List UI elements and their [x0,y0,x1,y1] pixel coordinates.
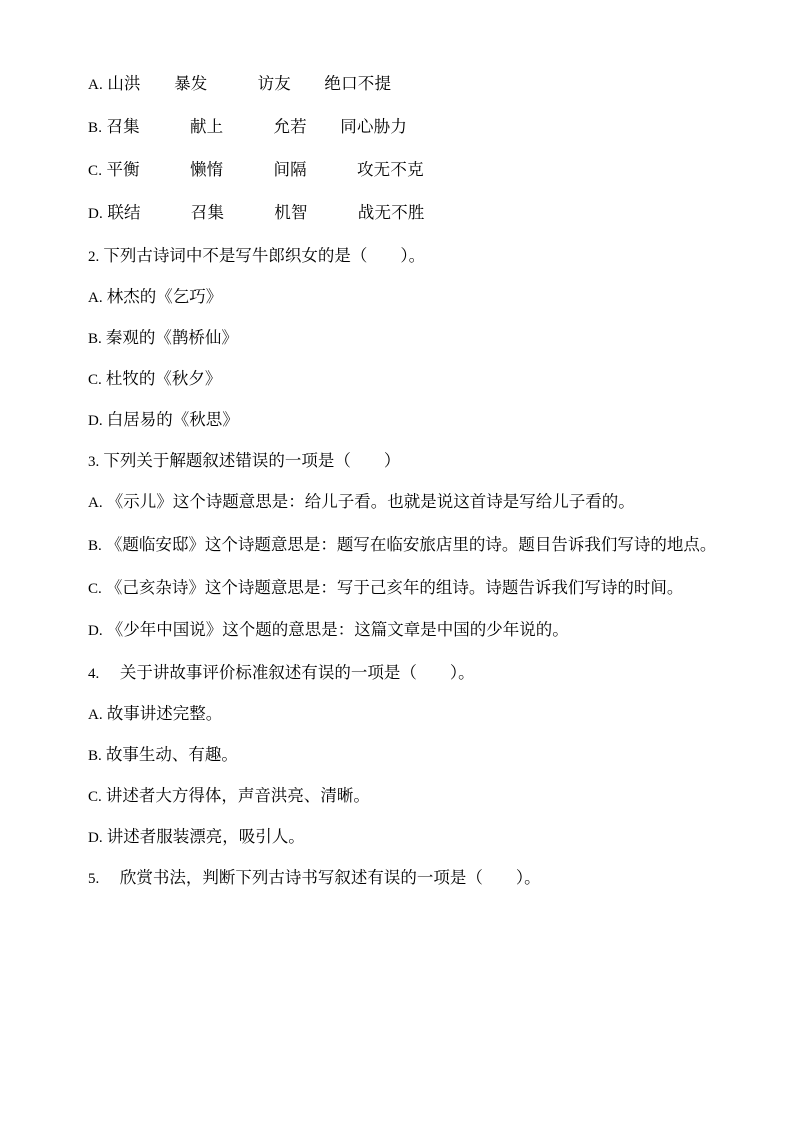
option-label: D. [88,623,103,640]
option-text: 秦观的《鹊桥仙》 [105,328,238,347]
option-text: 杜牧的《秋夕》 [105,369,222,388]
option-label: C. [88,580,102,597]
choice-text: 山洪 暴发 访友 绝口不提 [107,74,392,93]
choice-label: A. [88,77,103,93]
list-item [88,616,721,644]
option-text: 《示儿》这个诗题意思是：给儿子看。也就是说这首诗是写给儿子看的。 [106,492,635,511]
option-label: D. [88,413,103,429]
option-label: A. [88,495,103,511]
choice-text: 召集 献上 允若 同心胁力 [106,117,408,136]
list-item [88,782,721,806]
question-stem [88,864,721,888]
question-number: 5. [88,871,100,887]
question-text: 下列关于解题叙述错误的一项是（ ） [103,451,401,470]
question-stem [88,447,721,471]
option-text: 讲述者大方得体，声音洪亮、清晰。 [105,786,370,805]
question-text: 关于讲故事评价标准叙述有误的一项是（ ）。 [103,663,475,682]
question-text: 欣赏书法，判断下列古诗书写叙述有误的一项是（ ）。 [103,868,541,887]
list-item [88,574,721,602]
question-number: 4. [88,666,100,682]
list-item [88,700,721,724]
list-item [88,531,721,559]
choice-label: B. [88,120,103,136]
list-item [88,199,721,223]
option-text: 故事生动、有趣。 [105,745,238,764]
option-label: C. [88,789,102,805]
option-label: B. [88,331,102,347]
list-item [88,324,721,348]
option-label: B. [88,537,102,554]
option-text: 林杰的《乞巧》 [106,287,223,306]
option-label: C. [88,372,102,388]
option-label: D. [88,830,103,846]
option-label: A. [88,290,103,306]
list-item [88,488,721,516]
list-item [88,406,721,430]
list-item [88,365,721,389]
list-item [88,283,721,307]
list-item [88,823,721,847]
list-item [88,156,721,180]
question-text: 下列古诗词中不是写牛郎织女的是（ ）。 [103,246,426,265]
question-number: 2. [88,249,100,265]
question-number: 3. [88,454,100,470]
option-label: A. [88,707,103,723]
option-label: B. [88,748,102,764]
option-text: 故事讲述完整。 [106,704,223,723]
choice-text: 平衡 懒惰 间隔 攻无不克 [106,160,424,179]
option-text: 讲述者服装漂亮，吸引人。 [106,827,305,846]
option-text: 《少年中国说》这个题的意思是：这篇文章是中国的少年说的。 [106,620,569,640]
option-text: 《题临安邸》这个诗题意思是：题写在临安旅店里的诗。题目告诉我们写诗的地点。 [105,534,717,554]
choice-label: D. [88,206,103,222]
choice-text: 联结 召集 机智 战无不胜 [107,203,425,222]
list-item [88,113,721,137]
question-stem [88,242,721,266]
option-text: 白居易的《秋思》 [106,410,239,429]
list-item [88,741,721,765]
choice-label: C. [88,163,103,179]
list-item [88,70,721,94]
option-text: 《己亥杂诗》这个诗题意思是：写于己亥年的组诗。诗题告诉我们写诗的时间。 [105,577,684,597]
question-stem [88,659,721,683]
